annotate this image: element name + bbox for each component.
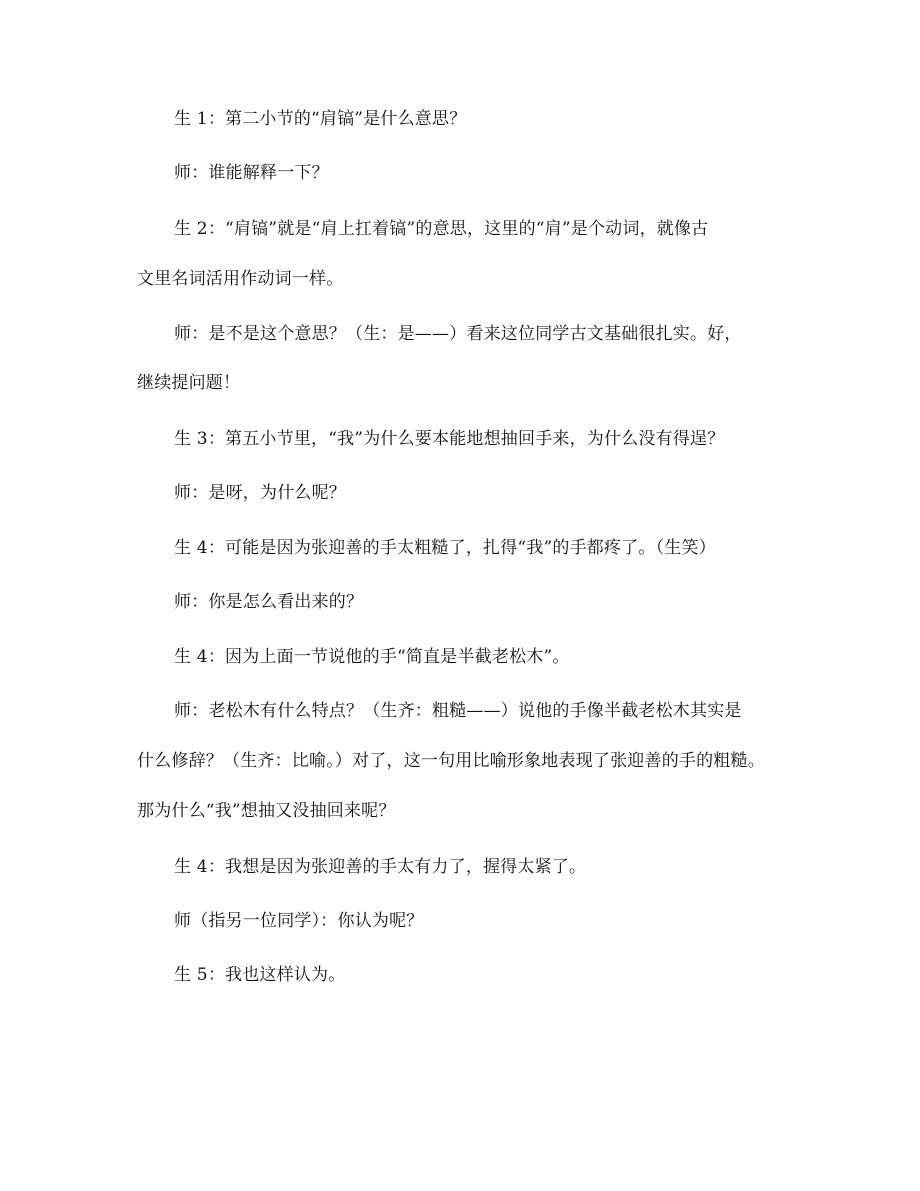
dialogue-line-continuation: 继续提问题！ xyxy=(137,373,241,393)
dialogue-line: 师：你是怎么看出来的？ xyxy=(174,592,364,612)
dialogue-line: 生 4：因为上面一节说他的手“简直是半截老松木”。 xyxy=(174,647,570,667)
dialogue-line: 生 4：可能是因为张迎善的手太粗糙了，扎得“我”的手都疼了。（生笑） xyxy=(174,538,716,558)
dialogue-line: 生 2：“肩镐”就是“肩上扛着镐”的意思，这里的“肩”是个动词，就像古 xyxy=(174,219,709,239)
dialogue-line-continuation: 那为什么“我”想抽又没抽回来呢？ xyxy=(137,801,396,821)
dialogue-line: 师：是呀，为什么呢？ xyxy=(174,483,346,503)
dialogue-line: 师：是不是这个意思？（生：是——）看来这位同学古文基础很扎实。好， xyxy=(174,324,742,344)
dialogue-line-continuation: 什么修辞？（生齐：比喻。）对了，这一句用比喻形象地表现了张迎善的手的粗糙。 xyxy=(137,751,765,771)
dialogue-line: 师：老松木有什么特点？（生齐：粗糙——）说他的手像半截老松木其实是 xyxy=(174,701,742,721)
dialogue-line: 生 5：我也这样认为。 xyxy=(174,965,346,985)
dialogue-line: 生 4：我想是因为张迎善的手太有力了，握得太紧了。 xyxy=(174,857,587,877)
dialogue-line: 生 1：第二小节的“肩镐”是什么意思？ xyxy=(174,109,467,129)
dialogue-line-continuation: 文里名词活用作动词一样。 xyxy=(137,269,344,289)
dialogue-line: 师（指另一位同学）：你认为呢？ xyxy=(174,911,424,931)
dialogue-line: 生 3：第五小节里，“我”为什么要本能地想抽回手来，为什么没有得逞？ xyxy=(174,429,725,449)
dialogue-line: 师：谁能解释一下？ xyxy=(174,163,329,183)
